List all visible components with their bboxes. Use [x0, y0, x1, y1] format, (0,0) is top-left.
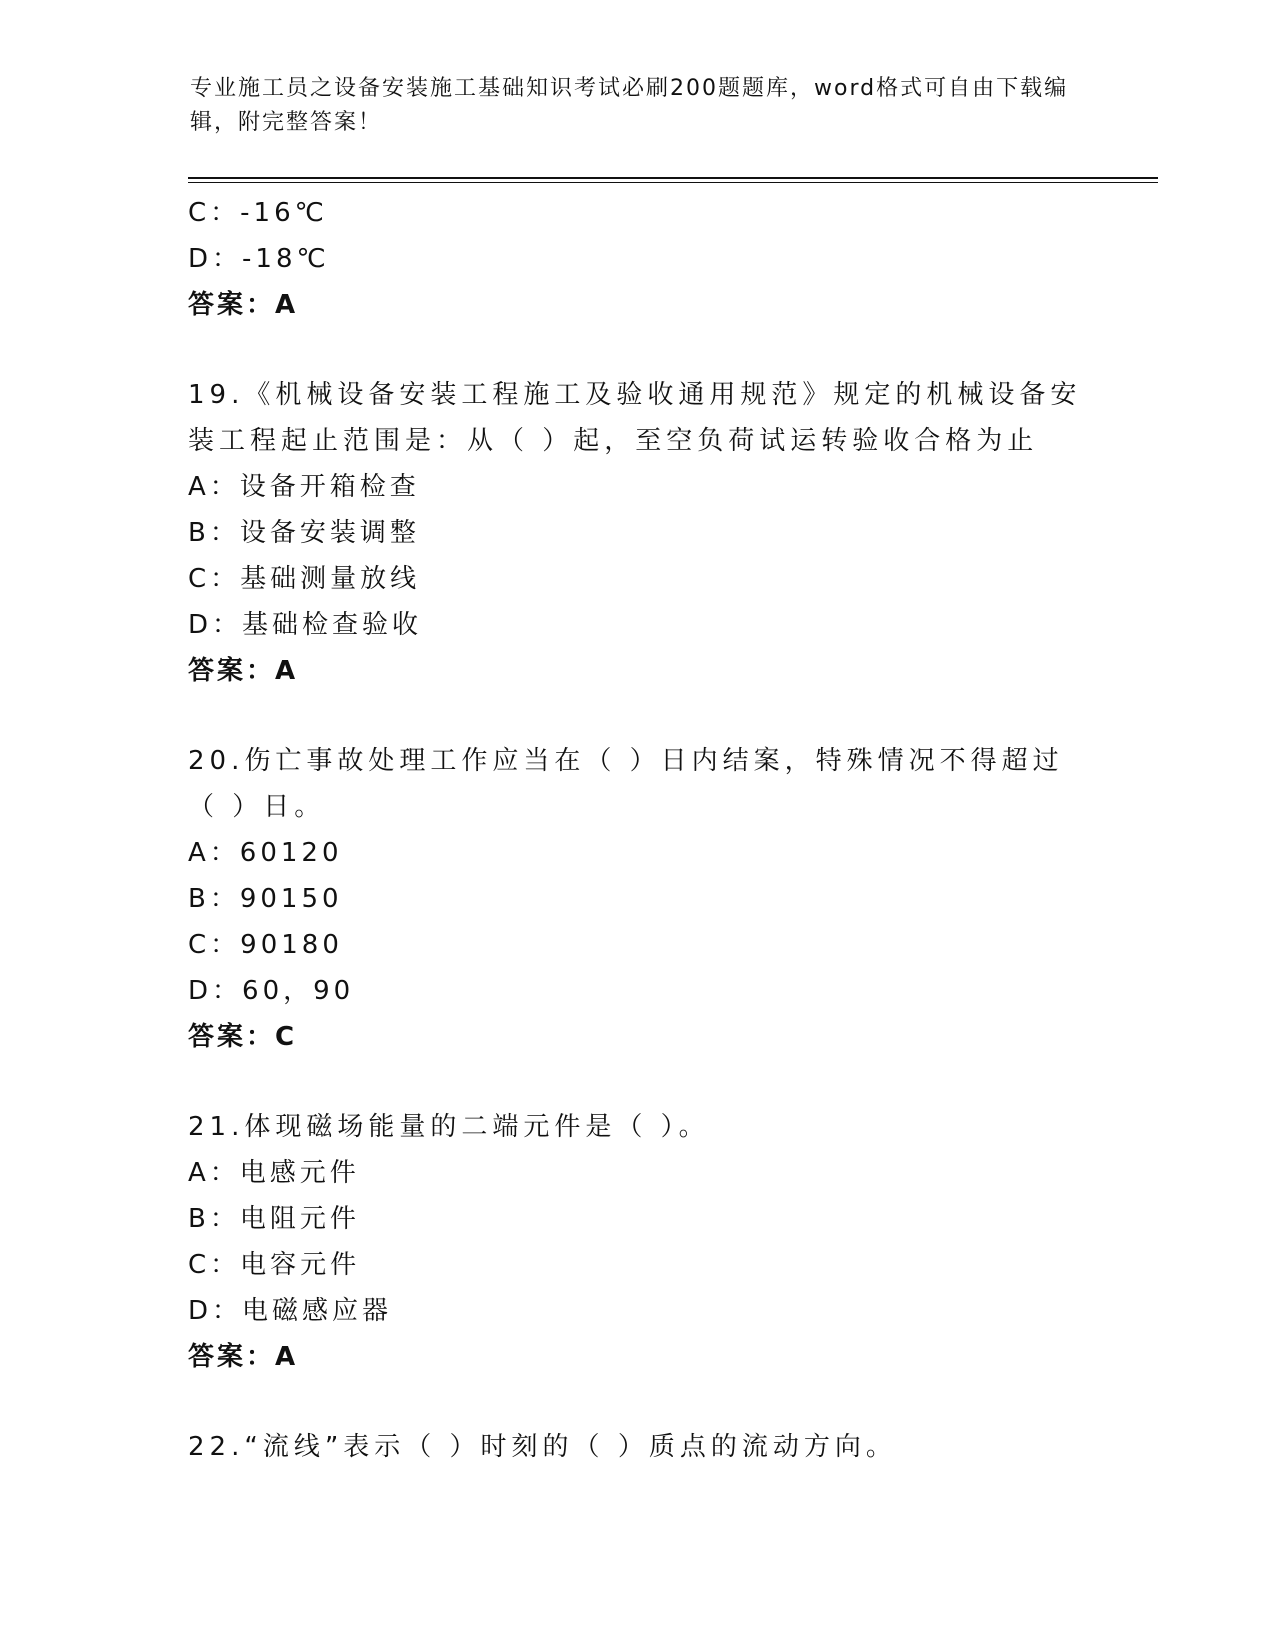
- question-stem: 20.伤亡事故处理工作应当在（ ）日内结案，特殊情况不得超过（ ）日。: [188, 746, 1064, 822]
- question-stem: 22.“流线”表示（ ）时刻的（ ）质点的流动方向。: [188, 1432, 897, 1462]
- header-divider-thin: [188, 182, 1158, 183]
- answer: 答案：C: [188, 1022, 298, 1052]
- question-22: [188, 1424, 1088, 1470]
- document-header: 专业施工员之设备安装施工基础知识考试必刷200题题库，word格式可自由下载编辑，附完整答案！: [190, 76, 1069, 135]
- option-a: A：设备开箱检查: [188, 472, 420, 502]
- option-c: C：-16℃: [188, 198, 328, 228]
- answer: 答案：A: [188, 656, 299, 686]
- question-list: [188, 190, 1088, 1470]
- question-18-continuation: [188, 190, 1088, 328]
- option-c: C：电容元件: [188, 1250, 361, 1280]
- option-d: D：电磁感应器: [188, 1296, 393, 1326]
- header-divider-thick: [188, 177, 1158, 179]
- option-d: D：60，90: [188, 976, 355, 1006]
- question-stem: 19.《机械设备安装工程施工及验收通用规范》规定的机械设备安装工程起止范围是：从（ ）起，至空负荷试运转验收合格为止: [188, 380, 1082, 456]
- option-d: D：基础检查验收: [188, 610, 423, 640]
- option-b: B：电阻元件: [188, 1204, 360, 1234]
- answer: 答案：A: [188, 1342, 299, 1372]
- option-d: D：-18℃: [188, 244, 330, 274]
- question-21: [188, 1104, 1088, 1380]
- spacer: [188, 694, 1088, 738]
- spacer: [188, 1380, 1088, 1424]
- option-c: C：基础测量放线: [188, 564, 421, 594]
- answer: 答案：A: [188, 290, 299, 320]
- option-b: B：90150: [188, 884, 343, 914]
- option-b: B：设备安装调整: [188, 518, 420, 548]
- question-stem: 21.体现磁场能量的二端元件是（ ）。: [188, 1112, 710, 1142]
- question-19: [188, 372, 1088, 694]
- option-a: A：电感元件: [188, 1158, 360, 1188]
- spacer: [188, 1060, 1088, 1104]
- spacer: [188, 328, 1088, 372]
- question-20: [188, 738, 1088, 1060]
- option-c: C：90180: [188, 930, 343, 960]
- option-a: A：60120: [188, 838, 343, 868]
